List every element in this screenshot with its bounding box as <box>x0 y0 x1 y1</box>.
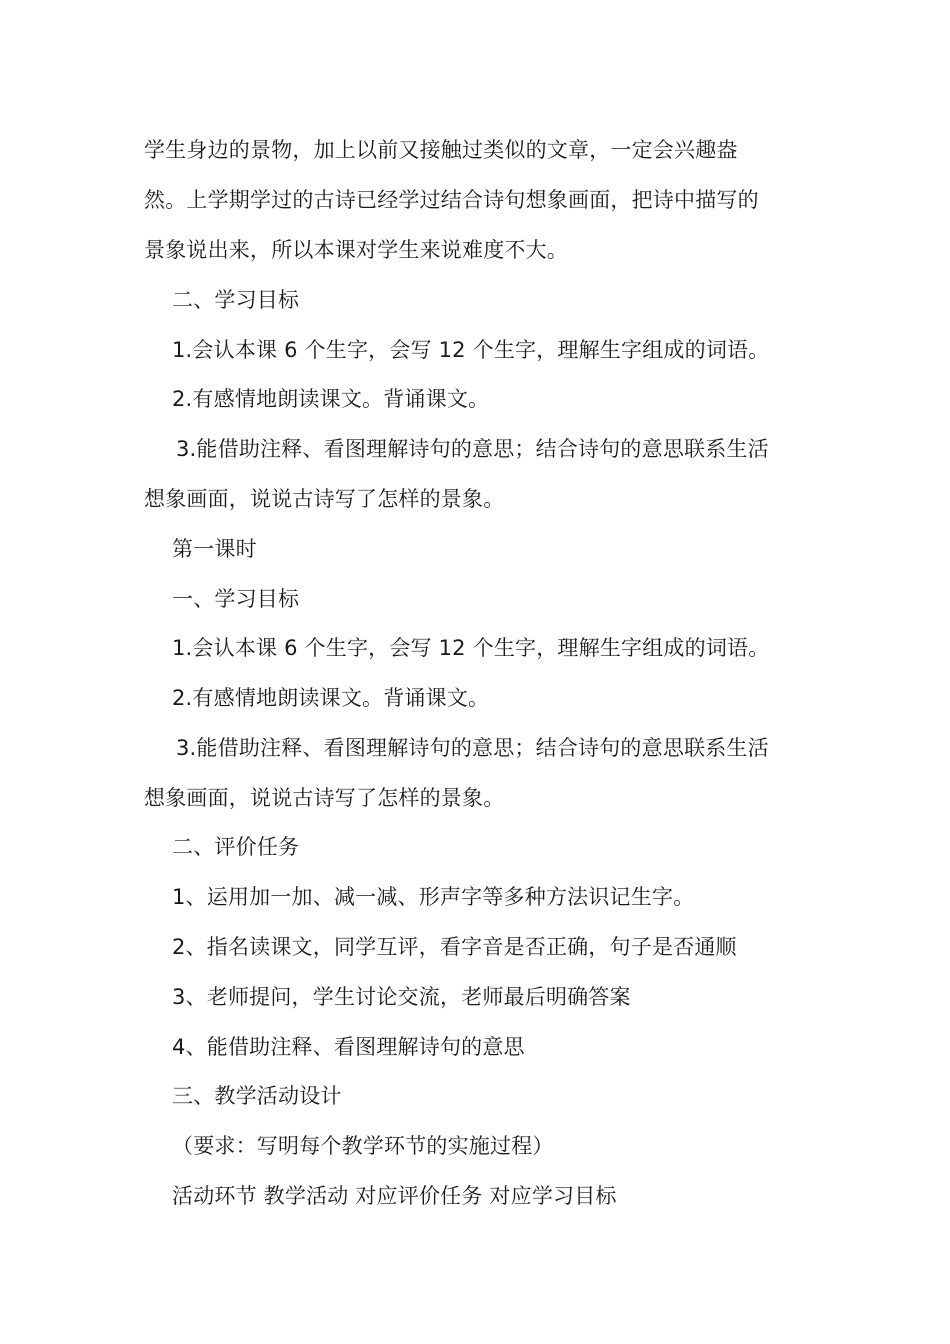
paragraph-line: 学生身边的景物，加上以前又接触过类似的文章，一定会兴趣盎 <box>144 138 738 162</box>
section-heading: 一、学习目标 <box>172 587 300 611</box>
section-heading: 二、评价任务 <box>172 835 300 859</box>
section-heading: 三、教学活动设计 <box>172 1084 342 1108</box>
list-item: 2、指名读课文，同学互评，看字音是否正确，句子是否通顺 <box>172 935 737 959</box>
requirement-note: （要求：写明每个教学环节的实施过程） <box>172 1134 554 1158</box>
list-item: 1.会认本课 6 个生字，会写 12 个生字，理解生字组成的词语。 <box>172 338 770 362</box>
paragraph-line: 景象说出来，所以本课对学生来说难度不大。 <box>144 238 568 262</box>
list-item: 3.能借助注释、看图理解诗句的意思；结合诗句的意思联系生活 <box>176 736 769 760</box>
list-item: 1、运用加一加、减一减、形声字等多种方法识记生字。 <box>172 885 695 909</box>
lesson-heading: 第一课时 <box>172 537 257 561</box>
list-item: 2.有感情地朗读课文。背诵课文。 <box>172 387 490 411</box>
list-item: 2.有感情地朗读课文。背诵课文。 <box>172 686 490 710</box>
table-header-line: 活动环节 教学活动 对应评价任务 对应学习目标 <box>172 1184 617 1208</box>
paragraph-line: 然。上学期学过的古诗已经学过结合诗句想象画面，把诗中描写的 <box>144 188 759 212</box>
section-heading: 二、学习目标 <box>172 288 300 312</box>
list-item: 3、老师提问，学生讨论交流，老师最后明确答案 <box>172 985 631 1009</box>
paragraph-line: 想象画面，说说古诗写了怎样的景象。 <box>144 786 505 810</box>
list-item: 3.能借助注释、看图理解诗句的意思；结合诗句的意思联系生活 <box>176 437 769 461</box>
list-item: 1.会认本课 6 个生字，会写 12 个生字，理解生字组成的词语。 <box>172 636 770 660</box>
paragraph-line: 想象画面，说说古诗写了怎样的景象。 <box>144 487 505 511</box>
list-item: 4、能借助注释、看图理解诗句的意思 <box>172 1035 525 1059</box>
